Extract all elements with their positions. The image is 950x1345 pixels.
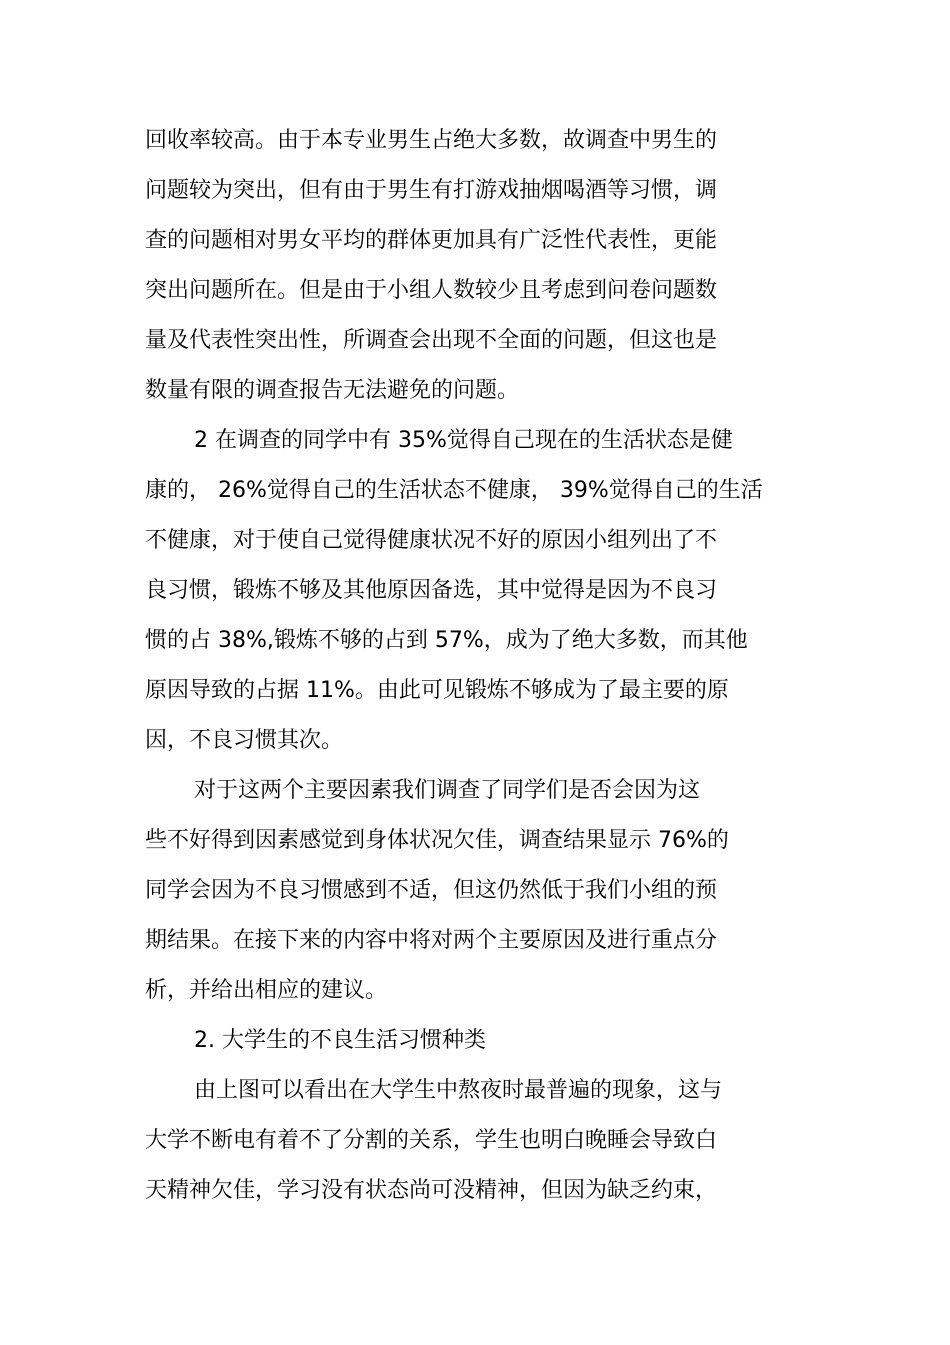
text-line: 由上图可以看出在大学生中熬夜时最普遍的现象，这与 (194, 1078, 723, 1103)
text-line: 同学会因为不良习惯感到不适，但这仍然低于我们小组的预 (145, 878, 718, 903)
text-line: 数量有限的调查报告无法避免的问题。 (145, 378, 520, 403)
text-line: 问题较为突出，但有由于男生有打游戏抽烟喝酒等习惯，调 (145, 178, 718, 203)
text-line: 对于这两个主要因素我们调查了同学们是否会因为这 (194, 778, 701, 803)
text-line: 原因导致的占据 11%。由此可见锻炼不够成为了最主要的原 (145, 678, 729, 703)
text-line: 天精神欠佳，学习没有状态尚可没精神，但因为缺乏约束， (145, 1178, 718, 1203)
text-line: 期结果。在接下来的内容中将对两个主要原因及进行重点分 (145, 928, 718, 953)
text-line: 量及代表性突出性，所调查会出现不全面的问题，但这也是 (145, 328, 718, 353)
text-line: 良习惯，锻炼不够及其他原因备选，其中觉得是因为不良习 (145, 578, 718, 603)
text-line: 2 在调查的同学中有 35%觉得自己现在的生活状态是健 (194, 428, 733, 453)
text-line: 析，并给出相应的建议。 (145, 978, 388, 1003)
text-line: 因，不良习惯其次。 (145, 728, 344, 753)
text-line: 突出问题所在。但是由于小组人数较少且考虑到问卷问题数 (145, 278, 718, 303)
text-line: 大学不断电有着不了分割的关系，学生也明白晚睡会导致白 (145, 1128, 718, 1153)
text-line: 不健康，对于使自己觉得健康状况不好的原因小组列出了不 (145, 528, 718, 553)
text-line: 回收率较高。由于本专业男生占绝大多数，故调查中男生的 (145, 128, 718, 153)
text-line: 查的问题相对男女平均的群体更加具有广泛性代表性，更能 (145, 228, 718, 253)
text-line: 些不好得到因素感觉到身体状况欠佳，调查结果显示 76%的 (145, 828, 729, 853)
text-line: 惯的占 38%,锻炼不够的占到 57%，成为了绝大多数，而其他 (145, 628, 748, 653)
section-heading: 2. 大学生的不良生活习惯种类 (194, 1028, 486, 1053)
text-line: 康的， 26%觉得自己的生活状态不健康， 39%觉得自己的生活 (145, 478, 763, 503)
